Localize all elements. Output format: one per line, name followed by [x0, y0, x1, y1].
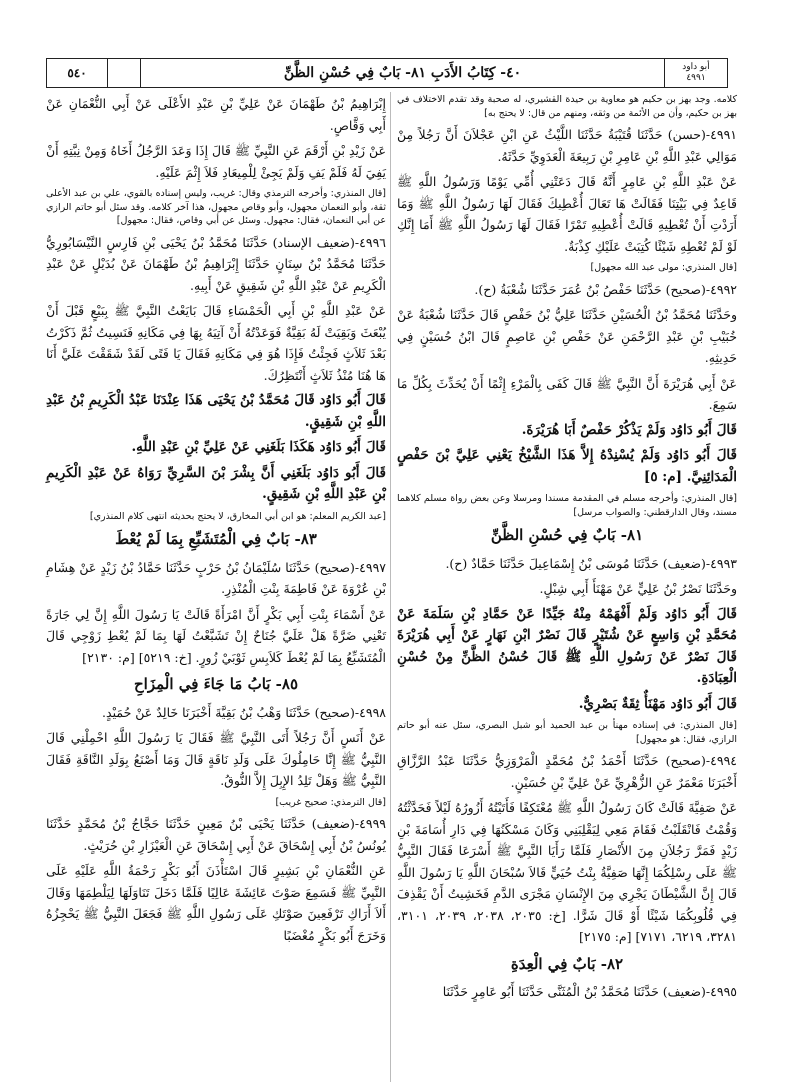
hadith-paragraph: عَنْ عَبْدِ اللَّهِ بْنِ أَبِي الْحَمْسَاءِ قَالَ بَايَعْتُ النَّبِيَّ ﷺ بِبَيْعٍ قَبْلَ أَنْ يُبْعَثَ وَبَقِيَتْ لَهُ بَقِيَّةٌ فَوَعَدْتُهُ أَنْ آتِيَهُ بِهَا فِي مَكَانِهِ فَنَسِيتُ ثُمَّ ذَكَرْتُ بَعْدَ ثَلاَثٍ فَجِئْتُ فَإِذَا هُوَ فِي مَكَانِهِ فَقَالَ يَا فَتًى لَقَدْ شَقَقْتَ عَلَيَّ أَنَا هَا هُنَا مُنْذُ ثَلاَثٍ أَنْتَظِرُكَ. — [46, 303, 386, 383]
commentary-note: [قال المنذري: وأخرجه الترمذي وقال: غريب، وليس إسناده بالقوي، علي بن عبد الأعلى ثقة، وأبو النعمان مجهول، وأبو وقاص مجهول، هذا آخر كلامه. وقد سئل أبو حاتم الرازي عن أبي النعمان، فقال: مجهول. وسئل عن أبي وقاص، فقال: مجهول] — [46, 188, 386, 226]
page-number: ٥٤٠ — [47, 59, 108, 87]
chapter-heading: ٨١- بَابٌ فِي حُسْنِ الظَّنِّ — [490, 526, 644, 544]
reference-number: ٤٩٩١ — [686, 73, 706, 83]
hadith-paragraph: ٤٩٩٢-(صحيح) حَدَّثَنَا حَفْصُ بْنُ عُمَرَ حَدَّثَنَا شُعْبَةُ (ح). — [474, 281, 737, 297]
hadith-paragraph: عَنْ صَفِيَّةَ قَالَتْ كَانَ رَسُولُ اللَّهِ ﷺ مُعْتَكِفًا فَأَتَيْتُهُ أَزُورُهُ لَيْلاً فَحَدَّثْتُهُ وَقُمْتُ فَانْقَلَبْتُ فَقَامَ مَعِي لِيَقْلِبَنِي وَكَانَ مَسْكَنُهَا فِي دَارِ أُسَامَةَ بْنِ زَيْدٍ فَمَرَّ رَجُلاَنِ مِنَ الأَنْصَارِ فَلَمَّا رَأَيَا النَّبِيَّ ﷺ أَسْرَعَا فَقَالَ النَّبِيُّ ﷺ عَلَى رِسْلِكُمَا إِنَّهَا صَفِيَّةُ بِنْتُ حُيَيٍّ قَالاَ سُبْحَانَ اللَّهِ يَا رَسُولَ اللَّهِ قَالَ إِنَّ الشَّيْطَانَ يَجْرِي مِنَ الإِنْسَانِ مَجْرَى الدَّمِ فَخَشِيتُ أَنْ يَقْذِفَ فِي قُلُوبِكُمَا شَيْئًا أَوْ قَالَ شَرًّا. [خ: ٢٠٣٥، ٢٠٣٨، ٢٠٣٩، ٣١٠١، ٣٢٨١، ٦٢١٩، ٧١٧١] [م: ٢١٧٥] — [397, 800, 738, 944]
hadith-paragraph: ٤٩٩٩-(ضعيف) حَدَّثَنَا يَحْيَى بْنُ مَعِينٍ حَدَّثَنَا حَجَّاجُ بْنُ مُحَمَّدٍ حَدَّثَنَا يُونُسُ بْنُ أَبِي إِسْحَاقَ عَنْ أَبِي إِسْحَاقَ عَنِ الْعَيْزَارِ بْنِ حُرَيْثٍ. — [46, 816, 386, 853]
chapter-heading: ٨٣- بَابٌ فِي الْمُتَشَبِّعِ بِمَا لَمْ يُعْطَ — [115, 530, 317, 548]
hadith-paragraph: ٤٩٩٨-(صحيح) حَدَّثَنَا وَهْبُ بْنُ بَقِيَّةَ أَخْبَرَنَا خَالِدٌ عَنْ حُمَيْدٍ. — [102, 704, 386, 720]
commentary-note: [قال المنذري: مولى عبد الله مجهول] — [590, 262, 737, 273]
page-header — [46, 58, 728, 88]
hadith-paragraph: قَالَ أَبُو دَاوُد هَكَذَا بَلَغَنِي عَنْ عَلِيِّ بْنِ عَبْدِ اللَّهِ. — [131, 439, 386, 455]
hadith-paragraph: عَنْ زَيْدِ بْنِ أَرْقَمَ عَنِ النَّبِيِّ ﷺ قَالَ إِذَا وَعَدَ الرَّجُلُ أَخَاهُ وَمِنْ نِيَّتِهِ أَنْ يَفِيَ لَهُ فَلَمْ يَفِ وَلَمْ يَجِئْ لِلْمِيعَادِ فَلاَ إِثْمَ عَلَيْهِ. — [46, 143, 386, 180]
hadith-reference — [665, 59, 727, 87]
hadith-paragraph: قَالَ أَبُو دَاوُد مَهْنَأٌ ثِقَةٌ بَصْرِيٌّ. — [578, 695, 737, 712]
hadith-paragraph: وحَدَّثَنَا مُحَمَّدُ بْنُ الْحُسَيْنِ حَدَّثَنَا عَلِيُّ بْنُ حَفْصٍ قَالَ حَدَّثَنَا شُعْبَةُ عَنْ خُبَيْبِ بْنِ عَبْدِ الرَّحْمَنِ عَنْ حَفْصِ بْنِ عَاصِمٍ قَالَ ابْنُ حُسَيْنٍ فِي حَدِيثِهِ. — [397, 307, 737, 365]
commentary-note: كلامه. وجد بهز بن حكيم هو معاوية بن حيدة القشيري، له صحبة وقد تقدم الاختلاف في بهز بن حكيم، وأن من الأئمة من وثقه، ومنهم من قال: لا يحتج به] — [397, 94, 737, 119]
hadith-paragraph: قَالَ أَبُو دَاوُد قَالَ مُحَمَّدُ بْنُ يَحْيَى هَذَا عِنْدَنَا عَبْدُ الْكَرِيمِ بْنُ عَبْدِ اللَّهِ بْنِ شَقِيقٍ. — [46, 392, 386, 430]
header-title: ٤٠- كِتَابُ الأَدَبِ ٨١- بَابٌ فِي حُسْنِ الظَّنِّ — [141, 59, 665, 87]
commentary-note: [قال المنذري: وأخرجه مسلم في المقدمة مسندا ومرسلا وعن بعض رواة مسلم كلاهما مسند، وقال الدارقطني: والصواب مرسل] — [397, 493, 737, 518]
hadith-paragraph: وحَدَّثَنَا نَصْرُ بْنُ عَلِيٍّ عَنْ مَهْنَأَ أَبِي شِبْلٍ. — [539, 581, 737, 596]
reference-label: أبو داود — [682, 62, 710, 72]
hadith-paragraph: ٤٩٩٧-(صحيح) حَدَّثَنَا سُلَيْمَانُ بْنُ حَرْبٍ حَدَّثَنَا حَمَّادُ بْنُ زَيْدٍ عَنْ هِشَامِ بْنِ عُرْوَةَ عَنْ فَاطِمَةَ بِنْتِ الْمُنْذِرِ. — [46, 559, 386, 596]
hadith-paragraph: عَنْ أَسْمَاءَ بِنْتِ أَبِي بَكْرٍ أَنَّ امْرَأَةً قَالَتْ يَا رَسُولَ اللَّهِ إِنَّ لِي جَارَةً تَعْنِي ضَرَّةً هَلْ عَلَيَّ جُنَاحٌ إِنْ تَشَبَّعْتُ لَهَا بِمَا لَمْ يُعْطِ زَوْجِي قَالَ الْمُتَشَبِّعُ بِمَا لَمْ يُعْطَ كَلاَبِسِ ثَوْبَيْ زُورٍ. [خ: ٥٢١٩] [م: ٢١٣٠] — [46, 606, 386, 665]
hadith-paragraph: ٤٩٩٤-(صحيح) حَدَّثَنَا أَحْمَدُ بْنُ مُحَمَّدٍ الْمَرْوَزِيُّ حَدَّثَنَا عَبْدُ الرَّزَّاقِ أَخْبَرَنَا مَعْمَرٌ عَنِ الزُّهْرِيِّ عَنْ عَلِيِّ بْنِ حُسَيْنٍ. — [397, 753, 737, 790]
left-column — [46, 93, 386, 950]
commentary-note: [قال المنذري: في إسناده مهنأ بن عبد الحميد أبو شبل البصري، سئل عنه أبو حاتم الرازي، فقال: هو مجهول] — [397, 720, 737, 745]
chapter-heading: ٨٢- بَابٌ فِي الْعِدَةِ — [510, 954, 624, 973]
hadith-paragraph: عَنْ أَبِي هُرَيْرَةَ أَنَّ النَّبِيَّ ﷺ قَالَ كَفَى بِالْمَرْءِ إِثْمًا أَنْ يُحَدِّثَ بِكُلِّ مَا سَمِعَ. — [397, 375, 737, 412]
hadith-paragraph: قَالَ أَبُو دَاوُد بَلَغَنِي أَنَّ بِشْرَ بْنَ السَّرِيِّ رَوَاهُ عَنْ عَبْدِ الْكَرِيمِ بْنِ عَبْدِ اللَّهِ بْنِ شَقِيقٍ. — [46, 464, 386, 502]
hadith-paragraph: ٤٩٩٣-(ضعيف) حَدَّثَنَا مُوسَى بْنُ إِسْمَاعِيلَ حَدَّثَنَا حَمَّادٌ (ح). — [445, 555, 737, 571]
hadith-paragraph: قَالَ أَبُو دَاوُد وَلَمْ أَفْهَمْهُ مِنْهُ جَيِّدًا عَنْ حَمَّادِ بْنِ سَلَمَةَ عَنْ مُحَمَّدِ بْنِ وَاسِعٍ عَنْ شُتَيْرٍ قَالَ نَصْرٌ ابْنِ نَهَارٍ عَنْ أَبِي هُرَيْرَةَ قَالَ نَصْرٌ عَنْ رَسُولِ اللَّهِ ﷺ قَالَ حُسْنُ الظَّنِّ مِنْ حُسْنِ الْعِبَادَةِ. — [397, 605, 737, 686]
chapter-heading: ٨٥- بَابُ مَا جَاءَ فِي الْمِزَاحِ — [133, 675, 299, 693]
hadith-paragraph: عَنْ أَنَسٍ أَنَّ رَجُلاً أَتَى النَّبِيَّ ﷺ فَقَالَ يَا رَسُولَ اللَّهِ احْمِلْنِي قَالَ النَّبِيُّ ﷺ إِنَّا حَامِلُوكَ عَلَى وَلَدِ نَاقَةٍ قَالَ وَمَا أَصْنَعُ بِوَلَدِ النَّاقَةِ فَقَالَ النَّبِيُّ ﷺ وَهَلْ تَلِدُ الإِبِلَ إِلاَّ النُّوقُ. — [46, 730, 386, 788]
hadith-paragraph: قَالَ أَبُو دَاوُد وَلَمْ يَذْكُرْ حَفْصٌ أَبَا هُرَيْرَةَ. — [521, 421, 737, 438]
hadith-paragraph: إِبْرَاهِيمُ بْنُ طَهْمَانَ عَنْ عَلِيِّ بْنِ عَبْدِ الأَعْلَى عَنْ أَبِي النُّعْمَانِ عَنْ أَبِي وَقَّاصٍ. — [46, 96, 386, 133]
commentary-note: [قال الترمذي: صحيح غريب] — [275, 796, 386, 808]
right-column — [397, 93, 737, 1007]
hadith-paragraph: ٤٩٩٥-(ضعيف) حَدَّثَنَا مُحَمَّدُ بْنُ الْمُثَنَّى حَدَّثَنَا أَبُو عَامِرٍ حَدَّثَنَا — [442, 984, 737, 999]
hadith-paragraph: ٤٩٩١-(حسن) حَدَّثَنَا قُتَيْبَةُ حَدَّثَنَا اللَّيْثُ عَنِ ابْنِ عَجْلاَنَ أَنَّ رَجُلاً مِنْ مَوَالِي عَبْدِ اللَّهِ بْنِ عَامِرِ بْنِ رَبِيعَةَ الْعَدَوِيِّ حَدَّثَهُ. — [397, 127, 737, 164]
hadith-paragraph: ٤٩٩٦-(ضعيف الإسناد) حَدَّثَنَا مُحَمَّدُ بْنُ يَحْيَى بْنِ فَارِسٍ النَّيْسَابُورِيُّ حَدَّثَنَا مُحَمَّدُ بْنُ سِنَانٍ حَدَّثَنَا إِبْرَاهِيمُ بْنُ طَهْمَانَ عَنْ بُدَيْلٍ عَنْ عَبْدِ الْكَرِيمِ عَنْ عَبْدِ اللَّهِ بْنِ شَقِيقٍ عَنْ أَبِيهِ. — [46, 234, 386, 293]
commentary-note: [عبد الكريم المعلم: هو ابن أبي المخارق، لا يحتج بحديثه انتهى كلام المنذري] — [89, 510, 386, 522]
hadith-paragraph: قَالَ أَبُو دَاوُد وَلَمْ يُسْنِدْهُ إِلاَّ هَذَا الشَّيْخُ يَعْنِي عَلِيَّ بْنَ حَفْصٍ الْمَدَائِنِيَّ. [م: ٥] — [397, 447, 737, 485]
header-cell-empty — [108, 59, 141, 87]
hadith-paragraph: عَنِ النُّعْمَانِ بْنِ بَشِيرٍ قَالَ اسْتَأْذَنَ أَبُو بَكْرٍ رَحْمَةُ اللَّهِ عَلَيْهِ عَلَى النَّبِيِّ ﷺ فَسَمِعَ صَوْتَ عَائِشَةَ عَالِيًا فَلَمَّا دَخَلَ تَنَاوَلَهَا لِيَلْطِمَهَا وَقَالَ أَلاَ أَرَاكِ تَرْفَعِينَ صَوْتَكِ عَلَى رَسُولِ اللَّهِ ﷺ فَجَعَلَ النَّبِيُّ ﷺ يَحْجِزُهُ وَخَرَجَ أَبُو بَكْرٍ مُغْضَبًا — [46, 863, 386, 943]
hadith-paragraph: عَنْ عَبْدِ اللَّهِ بْنِ عَامِرٍ أَنَّهُ قَالَ دَعَتْنِي أُمِّي يَوْمًا وَرَسُولُ اللَّهِ ﷺ قَاعِدٌ فِي بَيْتِنَا فَقَالَتْ هَا تَعَالَ أُعْطِيكَ فَقَالَ لَهَا رَسُولُ اللَّهِ ﷺ وَمَا أَرَدْتِ أَنْ تُعْطِيهِ قَالَتْ أُعْطِيهِ تَمْرًا فَقَالَ لَهَا رَسُولُ اللَّهِ ﷺ أَمَا إِنَّكِ لَوْ لَمْ تُعْطِهِ شَيْئًا كُتِبَتْ عَلَيْكِ كِذْبَةٌ. — [397, 174, 737, 254]
column-divider — [390, 92, 391, 1082]
